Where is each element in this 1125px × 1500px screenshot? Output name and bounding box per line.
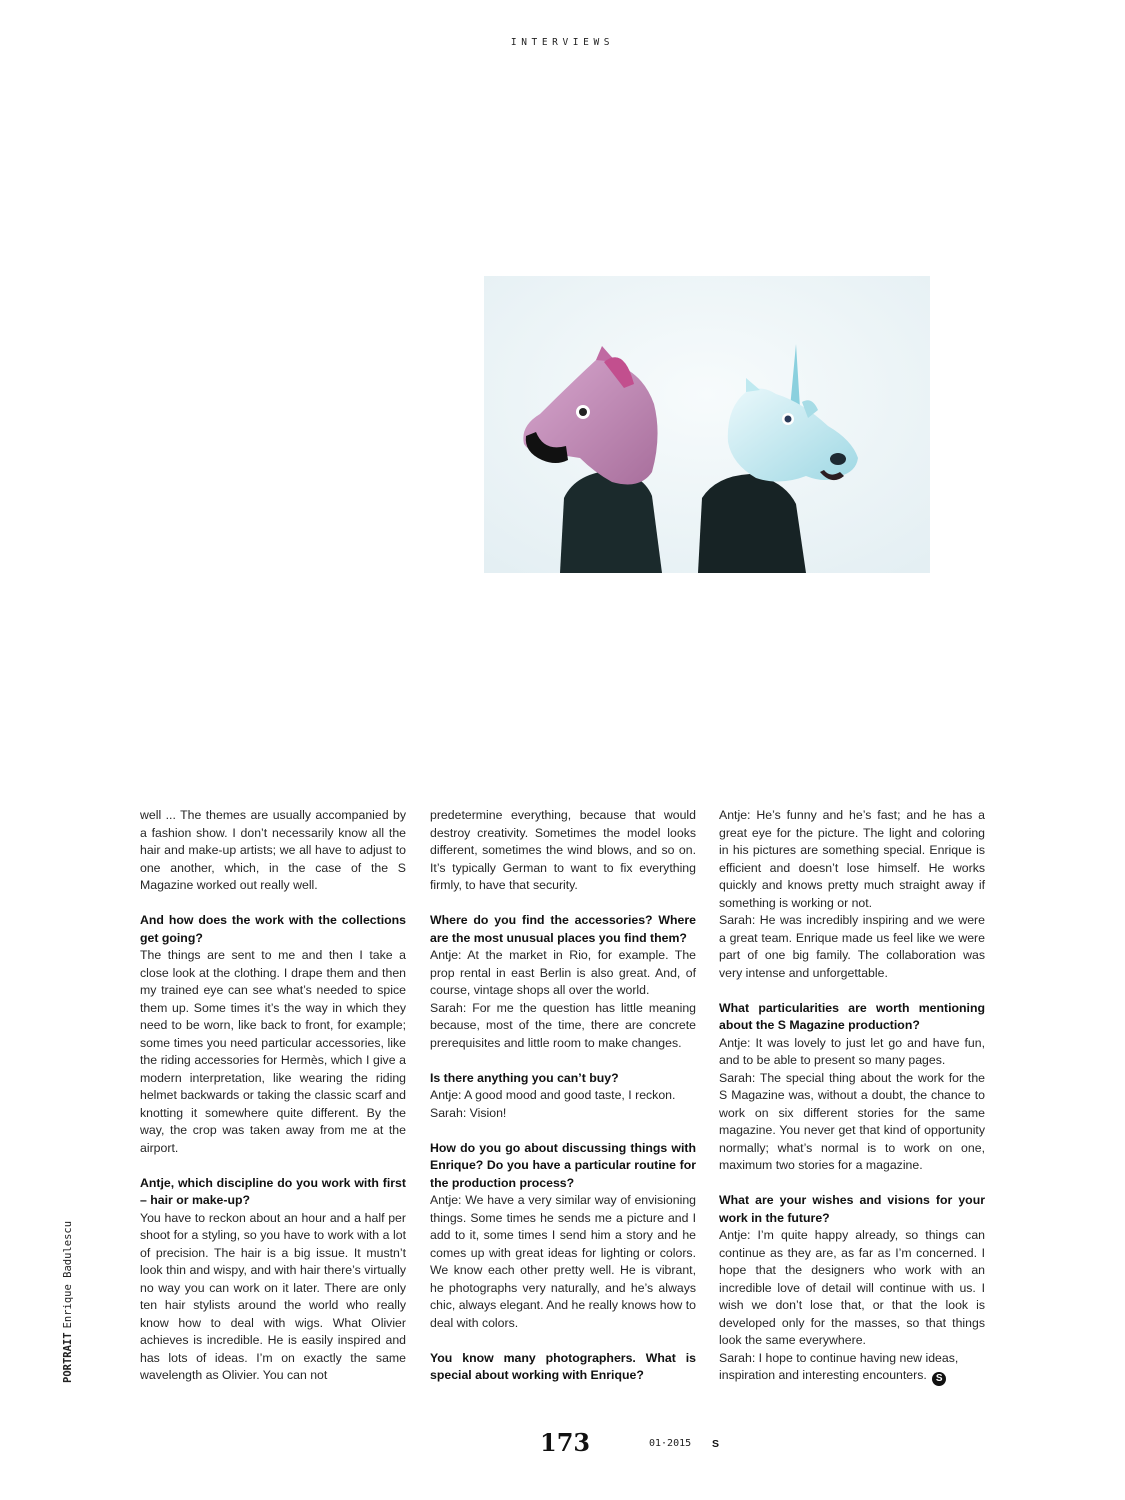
answer-paragraph: The things are sent to me and then I take a close look at the clothing. I drape them and then my trained eye can see what’s needed to spice them up. Some times it’s the way in which they need to be worn, like back to front, for example; some times you need particular accessories, like the riding accessories for Hermès, which I give a modern interpretation, like wearing the riding helmet backwards or taking the classic scarf and knotting it somewhere quite different. By the way, the crop was taken away from me at the airport. xyxy=(140,948,406,1155)
magazine-mark: S xyxy=(712,1438,720,1450)
column-1 xyxy=(140,807,406,1385)
credit-name: Enrique Badulescu xyxy=(62,1220,74,1329)
question-heading: Antje, which discipline do you work with first – hair or make-up? xyxy=(140,1175,406,1207)
issue-date: 01·2015 xyxy=(649,1438,692,1449)
section-header: INTERVIEWS xyxy=(510,37,615,48)
final-paragraph xyxy=(719,1350,985,1387)
answer-paragraph: Antje: He’s funny and he’s fast; and he has a great eye for the picture. The light and coloring in his pictures are something special. Enrique is efficient and doesn’t lose himself. He works quickly and knows pretty much straight away if something is working or not. xyxy=(719,808,985,910)
column-2 xyxy=(430,807,696,1385)
photo-credit xyxy=(58,1203,78,1383)
answer-paragraph: Sarah: He was incredibly inspiring and we were a great team. Enrique made us feel like we were part of one big family. The collaboration was very intense and unforgettable. xyxy=(719,913,985,980)
question-heading: Is there anything you can’t buy? xyxy=(430,1070,619,1085)
s-logo-end-mark: S xyxy=(932,1372,946,1386)
answer-paragraph: Sarah: For me the question has little meaning because, most of the time, there are concrete prerequisites and little room to make changes. xyxy=(430,1000,696,1050)
question-heading: What are your wishes and visions for your work in the future? xyxy=(719,1193,985,1225)
portrait-photo xyxy=(484,276,930,573)
answer-paragraph: Sarah: The special thing about the work for the S Magazine was, without a doubt, the chance to work on six different stories for the same magazine. You never get that kind of opportunity normally; what’s normal is to work on one, maximum two stories for a magazine. xyxy=(719,1070,985,1172)
article-body xyxy=(140,807,985,1397)
answer-paragraph: Antje: It was lovely to just let go and have fun, and to be able to present so many pages. xyxy=(719,1035,985,1067)
question-heading: Where do you find the accessories? Where are the most unusual places you find them? xyxy=(430,913,696,945)
answer-paragraph: Antje: We have a very similar way of envisioning things. Some times he sends me a picture and I add to it, some times I send him a story and he comes up with great ideas for lighting or colors. We know each other pretty well. He is vibrant, he photographs very naturally, and he’s always chic, always elegant. And he really knows how to deal with colors. xyxy=(430,1193,696,1330)
answer-paragraph: You have to reckon about an hour and a half per shoot for a styling, so you have to work with a lot of precision. The hair is a big issue. It mustn’t look thin and wispy, and with hair there’s virtually no way you can work on it later. There are only ten hair stylists around the world who really know how to deal with wigs. What Olivier achieves is incredible. He is easily inspired and has lots of ideas. I’m on exactly the same wavelength as Olivier. You can not xyxy=(140,1210,406,1382)
column-3 xyxy=(719,807,985,1386)
answer-paragraph: predetermine everything, because that would destroy creativity. Sometimes the model looks different, sometimes the wind blows, and so on. It’s typically German to want to fix everything firmly, to have that security. xyxy=(430,808,696,892)
answer-paragraph: well ... The themes are usually accompanied by a fashion show. I don’t necessarily know all the hair and make-up artists; we all have to adjust to one another, which, in the case of the S Magazine worked out really well. xyxy=(140,808,406,892)
page-number: 173 xyxy=(540,1428,591,1457)
question-heading: You know many photographers. What is special about working with Enrique? xyxy=(430,1350,696,1382)
question-heading: And how does the work with the collections get going? xyxy=(140,913,406,945)
question-heading: How do you go about discussing things with Enrique? Do you have a particular routine for the production process? xyxy=(430,1140,696,1190)
question-heading: What particularities are worth mentioning about the S Magazine production? xyxy=(719,1000,985,1032)
final-paragraph-text: Sarah: I hope to continue having new ideas, inspiration and interesting encounters. xyxy=(719,1350,959,1382)
answer-paragraph: Sarah: Vision! xyxy=(430,1105,507,1120)
answer-paragraph: Antje: A good mood and good taste, I reckon. xyxy=(430,1088,676,1102)
horse-and-unicorn-masks-photo xyxy=(484,276,930,573)
answer-paragraph: Antje: I’m quite happy already, so things can continue as they are, as far as I’m concerned. I hope that the designers who work with an incredible love of detail will continue with us. I wish we don’t lose that, or that the look is developed only for the masses, so that things look the same everywhere. xyxy=(719,1228,985,1347)
credit-label: PORTRAIT xyxy=(62,1332,74,1383)
answer-paragraph: Antje: At the market in Rio, for example. The prop rental in east Berlin is also great. And, of course, vintage shops all over the world. xyxy=(430,948,696,997)
